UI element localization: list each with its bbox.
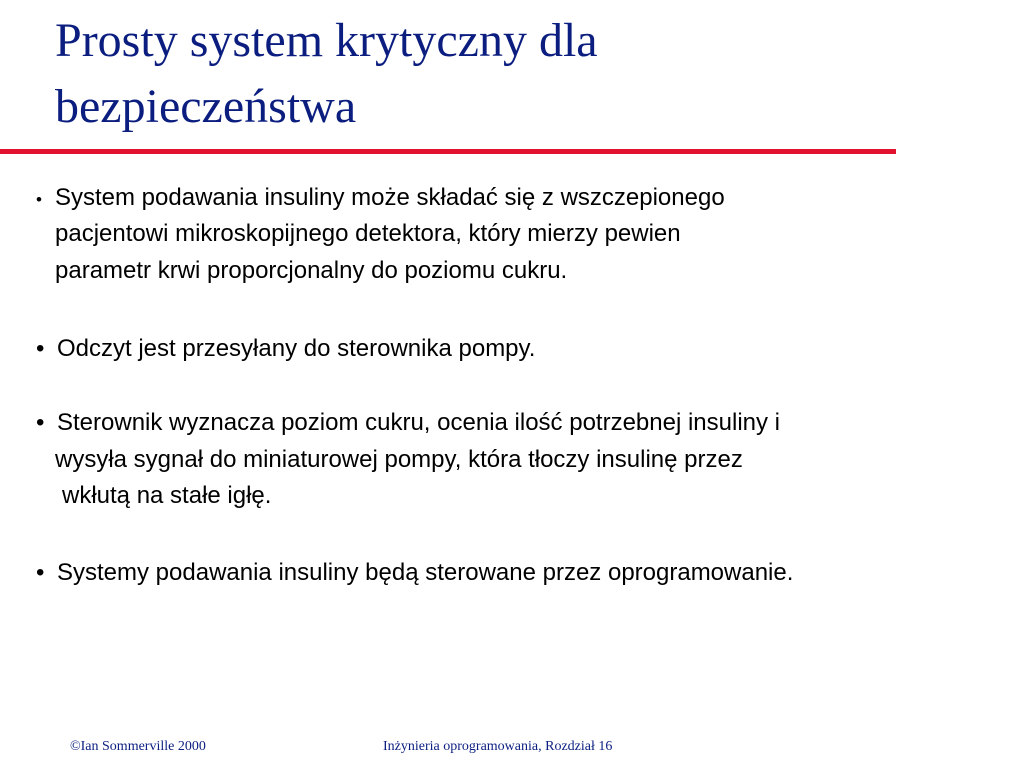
bullet-4-line-1: Systemy podawania insuliny będą sterowane przez oprogramowanie. bbox=[57, 559, 794, 586]
bullet-3-line-1: Sterownik wyznacza poziom cukru, ocenia ilość potrzebnej insuliny i bbox=[57, 409, 780, 436]
slide-title-line-1: Prosty system krytyczny dla bbox=[55, 14, 598, 67]
footer-course-title: Inżynieria oprogramowania, Rozdział 16 bbox=[383, 739, 613, 754]
bullet-glyph: • bbox=[36, 335, 45, 362]
bullet-2-line-1: Odczyt jest przesyłany do sterownika pompy. bbox=[57, 335, 536, 362]
slide-title bbox=[55, 8, 955, 140]
slide-title-line-2: bezpieczeństwa bbox=[55, 80, 357, 133]
bullet-3-line-2: wysyła sygnał do miniaturowej pompy, która tłoczy insulinę przez bbox=[55, 446, 743, 473]
bullet-glyph: • bbox=[36, 409, 45, 436]
footer-copyright: ©Ian Sommerville 2000 bbox=[70, 739, 206, 754]
bullet-1-line-3: parametr krwi proporcjonalny do poziomu cukru. bbox=[55, 257, 568, 284]
title-underline-rule bbox=[0, 149, 896, 154]
bullet-3-line-3: wkłutą na stałe igłę. bbox=[62, 482, 272, 509]
bullet-glyph: • bbox=[36, 559, 45, 586]
bullet-1-line-2: pacjentowi mikroskopijnego detektora, który mierzy pewien bbox=[55, 220, 681, 247]
bullet-glyph: • bbox=[36, 190, 42, 209]
bullet-1-line-1: System podawania insuliny może składać się z wszczepionego bbox=[55, 184, 725, 211]
